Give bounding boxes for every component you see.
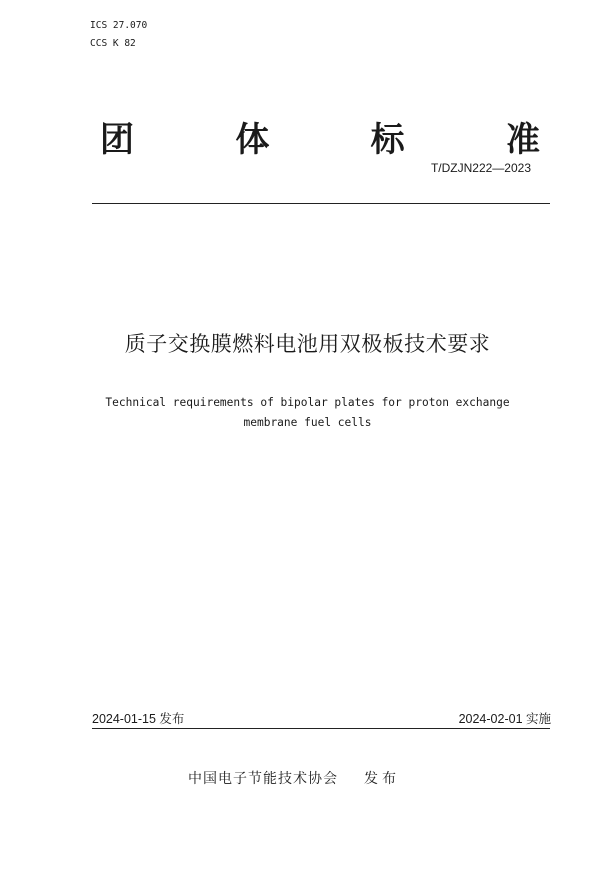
bottom-divider [92,728,550,729]
ccs-code: CCS K 82 [90,38,136,49]
standard-type-char: 准 [505,120,540,160]
top-divider [92,203,550,204]
standard-type-heading [100,112,540,162]
standard-type-char: 团 [100,120,134,160]
publish-date: 2024-01-15 发布 [92,712,185,726]
issuer-block [188,768,400,788]
issuer-action: 发布 [364,771,400,787]
english-title-line-2: membrane fuel cells [243,416,372,429]
chinese-title: 质子交换膜燃料电池用双极板技术要求 [124,332,491,356]
english-title-line-1: Technical requirements of bipolar plates for proton exchange [105,396,510,409]
standard-type-char: 标 [370,120,405,160]
standard-type-char: 体 [235,120,270,160]
ics-code: ICS 27.070 [90,20,148,31]
issuer-name: 中国电子节能技术协会 [188,771,338,787]
standard-number: T/DZJN222—2023 [430,161,531,175]
implement-date: 2024-02-01 实施 [458,712,551,726]
